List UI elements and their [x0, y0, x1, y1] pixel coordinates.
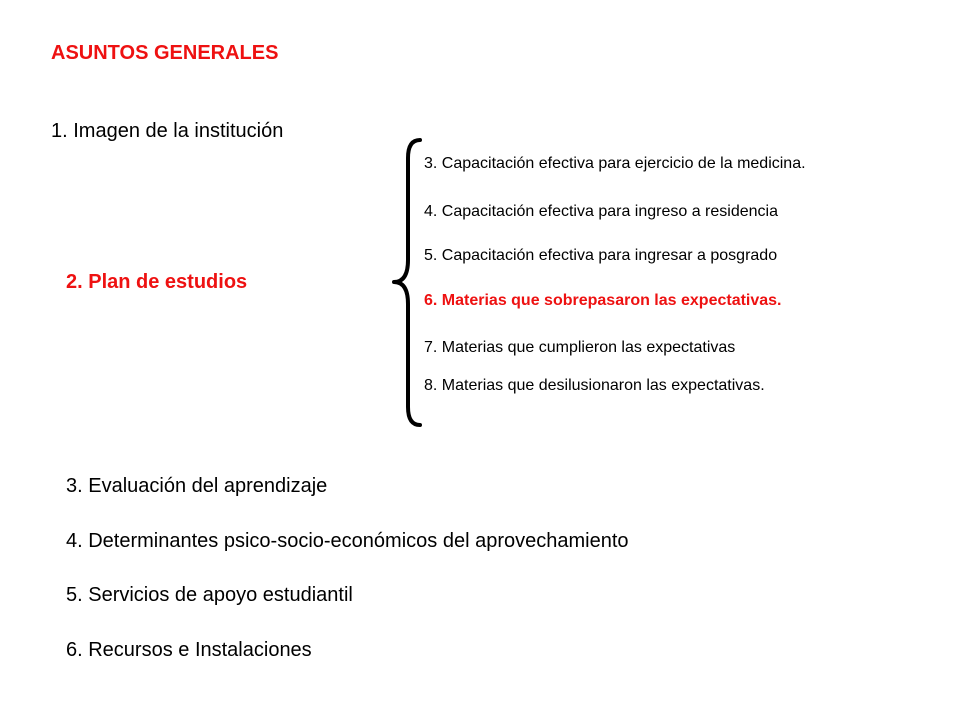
sub-item-materias-cumplieron: 7. Materias que cumplieron las expectativas [424, 339, 736, 356]
sub-item-capacitacion-residencia: 4. Capacitación efectiva para ingreso a residencia [424, 203, 778, 220]
main-item-plan-estudios: 2. Plan de estudios [66, 271, 248, 293]
main-item-determinantes: 4. Determinantes psico-socio-económicos del aprovechamiento [66, 530, 629, 552]
main-item-evaluacion-aprendizaje: 3. Evaluación del aprendizaje [66, 475, 328, 497]
main-item-servicios-apoyo: 5. Servicios de apoyo estudiantil [66, 584, 353, 606]
main-item-imagen-institucion: 1. Imagen de la institución [51, 120, 284, 142]
sub-item-materias-sobrepasaron: 6. Materias que sobrepasaron las expectativas. [424, 292, 782, 309]
sub-item-capacitacion-posgrado: 5. Capacitación efectiva para ingresar a posgrado [424, 247, 778, 264]
sub-item-materias-desilusionaron: 8. Materias que desilusionaron las expectativas. [424, 377, 765, 394]
sub-item-capacitacion-medicina: 3. Capacitación efectiva para ejercicio de la medicina. [424, 155, 806, 172]
main-item-recursos-instalaciones: 6. Recursos e Instalaciones [66, 639, 312, 661]
section-title: ASUNTOS GENERALES [51, 42, 279, 64]
curly-brace-icon [380, 130, 430, 435]
